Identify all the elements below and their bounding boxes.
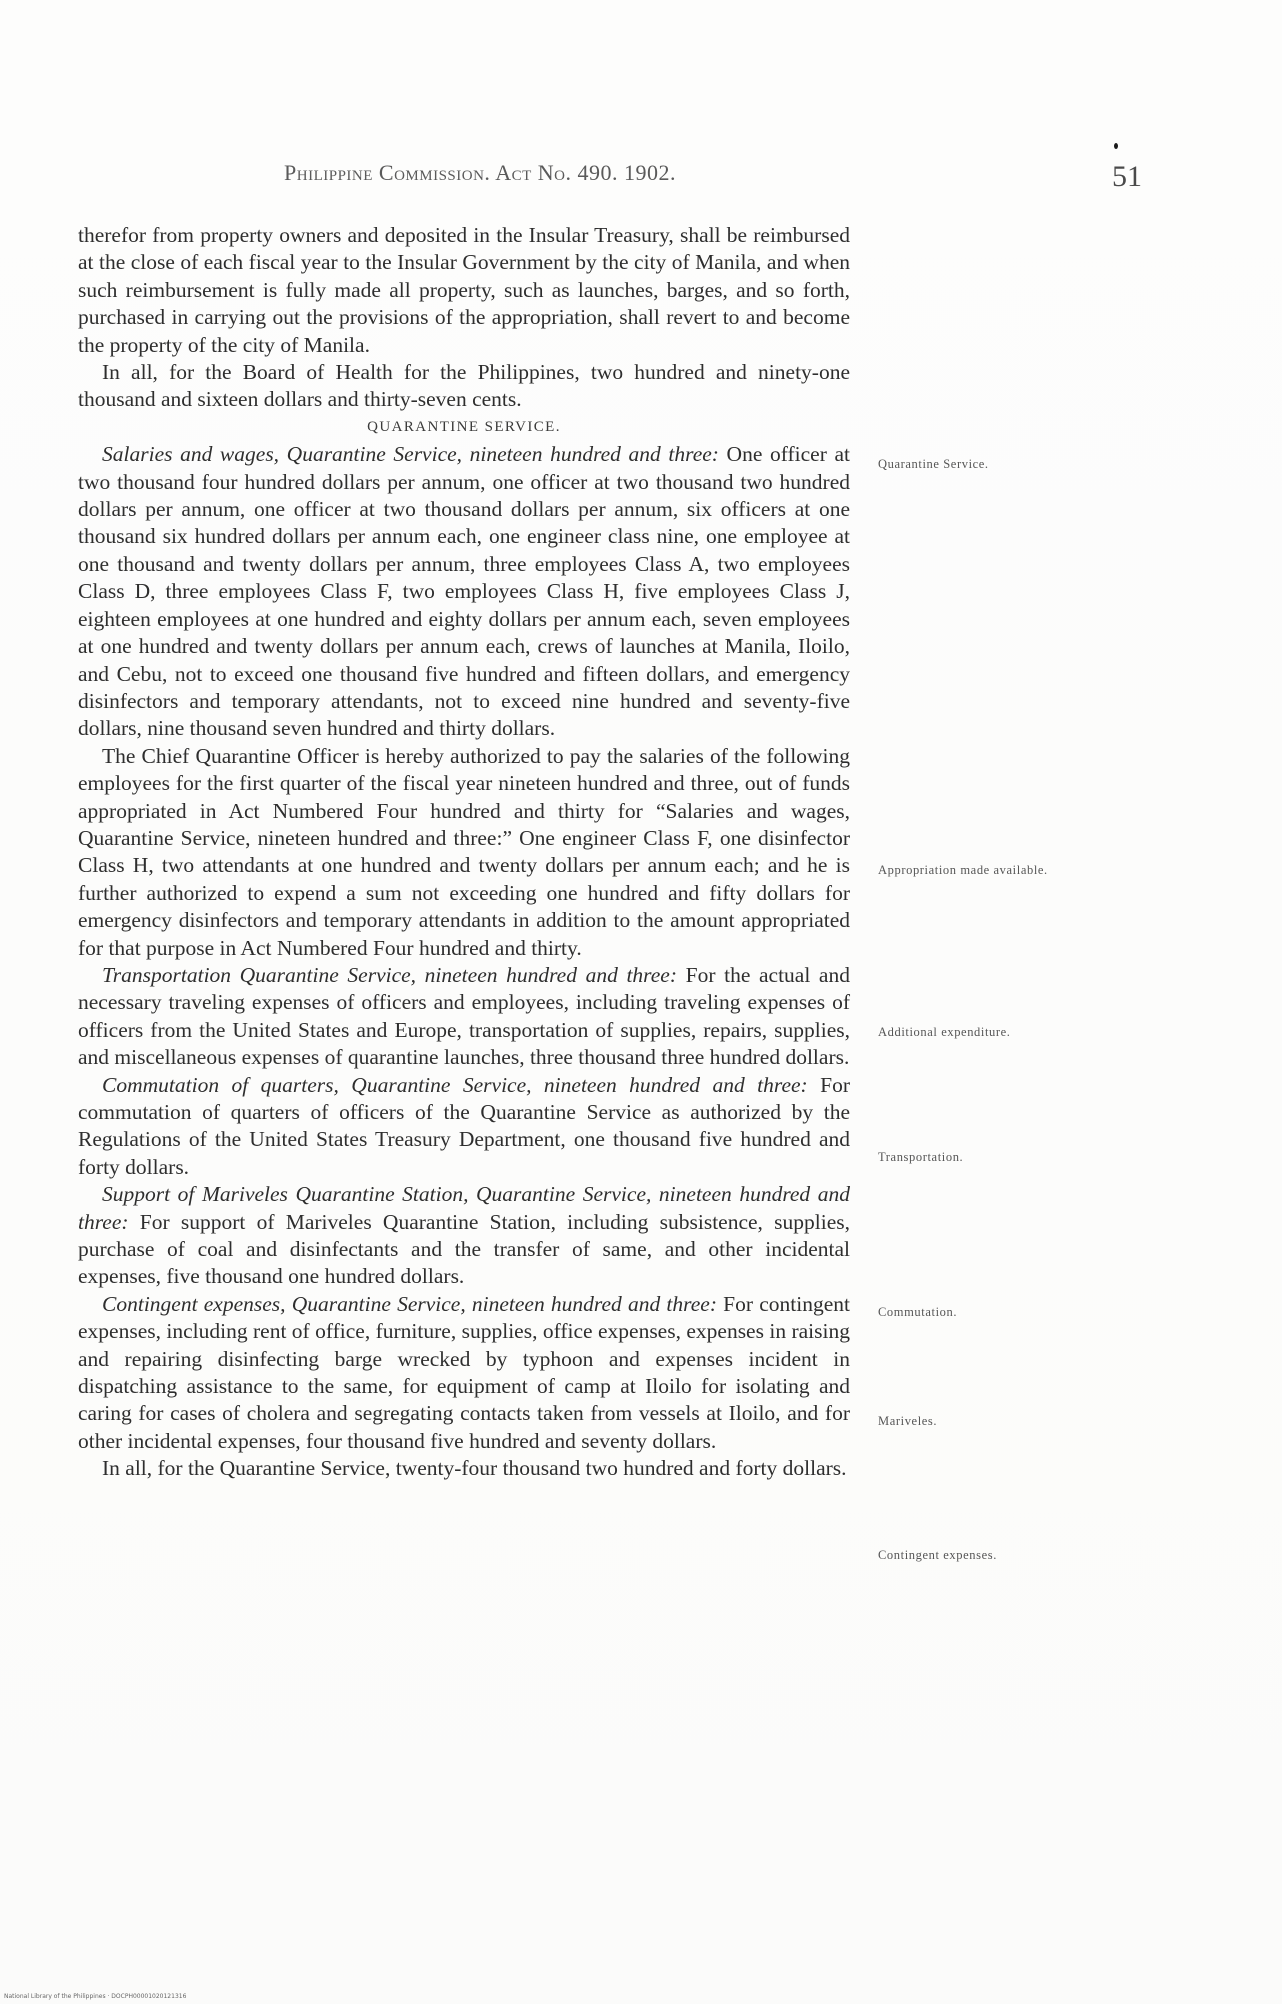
item-title-salaries: Salaries and wages, Quarantine Service, nineteen hundred and three: xyxy=(102,442,719,467)
item-body-mariveles: For support of Mariveles Quarantine Station, including subsistence, supplies, purchase of coal and disinfectants and the transfer of same, and other incidental expenses, five thousand one hundred dollars. xyxy=(78,1209,850,1289)
margin-note-transportation: Transportation. xyxy=(878,1150,964,1164)
paragraph-continuation: therefor from property owners and deposited in the Insular Treasury, shall be reimbursed at the close of each fiscal year to the Insular Government by the city of Manila, and when such reimbursement is fully made all property, such as launches, barges, and so forth, purchased in carrying out the provisions of the appropriation, shall revert to and become the property of the city of Manila. xyxy=(78,223,850,357)
paragraph-commutation xyxy=(78,1072,850,1182)
margin-note-additional-expenditure: Additional expenditure. xyxy=(878,1025,1011,1039)
margin-note-quarantine-service: Quarantine Service. xyxy=(878,457,989,471)
item-body-salaries: One officer at two thousand four hundred dollars per annum, one officer at two thousand two hundred dollars per annum, one officer at two thousand dollars per annum, six officers at one thousand six hundred dollars per annum each, one engineer class nine, one employee at one thousand and twenty dollars per annum, three employees Class A, two employees Class D, three employees Class F, two employees Class H, five employees Class J, eighteen employees at one hundred and eighty dollars per annum each, seven employees at one hundred and twenty dollars per annum each, crews of launches at Manila, Iloilo, and Cebu, not to exceed one thousand five hundred and fifteen dollars, and emergency disinfectors and temporary attendants, not to exceed nine hundred and seventy-five dollars, nine thousand seven hundred and thirty dollars. xyxy=(78,442,850,741)
margin-note-mariveles: Mariveles. xyxy=(878,1414,938,1428)
item-title-contingent: Contingent expenses, Quarantine Service, nineteen hundred and three: xyxy=(102,1291,717,1316)
paragraph-contingent xyxy=(78,1291,850,1455)
item-body-commutation: For commutation of quarters of officers of the Quarantine Service as authorized by the Regulations of the United States Treasury Department, one thousand five hundred and forty dollars. xyxy=(78,1072,850,1179)
item-title-transportation: Transportation Quarantine Service, nineteen hundred and three: xyxy=(102,962,677,987)
body-text xyxy=(78,222,850,1483)
paragraph-mariveles xyxy=(78,1181,850,1291)
ink-speck xyxy=(1114,143,1118,149)
margin-note-appropriation: Appropriation made available. xyxy=(878,863,1048,877)
paragraph-transportation xyxy=(78,962,850,1072)
item-title-commutation: Commutation of quarters, Quarantine Service, nineteen hundred and three: xyxy=(102,1072,808,1097)
item-body-transportation: For the actual and necessary traveling expenses of officers and employees, including traveling expenses of officers from the United States and Europe, transportation of supplies, repairs, supplies, and miscellaneous expenses of quarantine launches, three thousand three hundred dollars. xyxy=(78,962,850,1070)
paragraph-board-of-health-total: In all, for the Board of Health for the Philippines, two hundred and ninety-one thousand and sixteen dollars and thirty-seven cents. xyxy=(78,360,850,412)
page-number: 51 xyxy=(1112,160,1142,193)
margin-note-contingent: Contingent expenses. xyxy=(878,1548,997,1562)
running-head: Philippine Commission. Act No. 490. 1902. xyxy=(284,160,676,185)
scan-credit: National Library of the Philippines · DOCPH00001020121316 xyxy=(4,1993,187,2000)
item-body-contingent: For contingent expenses, including rent of office, furniture, supplies, office expenses, expenses in raising and repairing disinfecting barge wrecked by typhoon and expenses incident in dispatching assistance to the same, for equipment of camp at Iloilo for isolating and caring for cases of cholera and segregating contacts taken from vessels at Iloilo, and for other incidental expenses, four thousand five hundred and seventy dollars. xyxy=(78,1291,851,1453)
margin-note-commutation: Commutation. xyxy=(878,1305,958,1319)
paragraph-salaries-wages xyxy=(78,441,850,742)
item-title-mariveles: Support of Mariveles Quarantine Station, Quarantine Service, nineteen hundred and three: xyxy=(78,1182,850,1234)
paragraph-chief-officer-authorization: The Chief Quarantine Officer is hereby authorized to pay the salaries of the following employees for the first quarter of the fiscal year nineteen hundred and three, out of funds appropriated in Act Numbered Four hundred and thirty for “Salaries and wages, Quarantine Service, nineteen hundred and three:” One engineer Class F, one disinfector Class H, two attendants at one hundred and twenty dollars per annum each; and he is further authorized to expend a sum not exceeding one hundred and fifty dollars for emergency disinfectors and temporary attendants in addition to the amount appropriated for that purpose in Act Numbered Four hundred and thirty. xyxy=(78,743,850,960)
section-heading: QUARANTINE SERVICE. xyxy=(367,418,561,435)
paragraph-quarantine-total: In all, for the Quarantine Service, twenty-four thousand two hundred and forty dollars. xyxy=(102,1456,847,1481)
